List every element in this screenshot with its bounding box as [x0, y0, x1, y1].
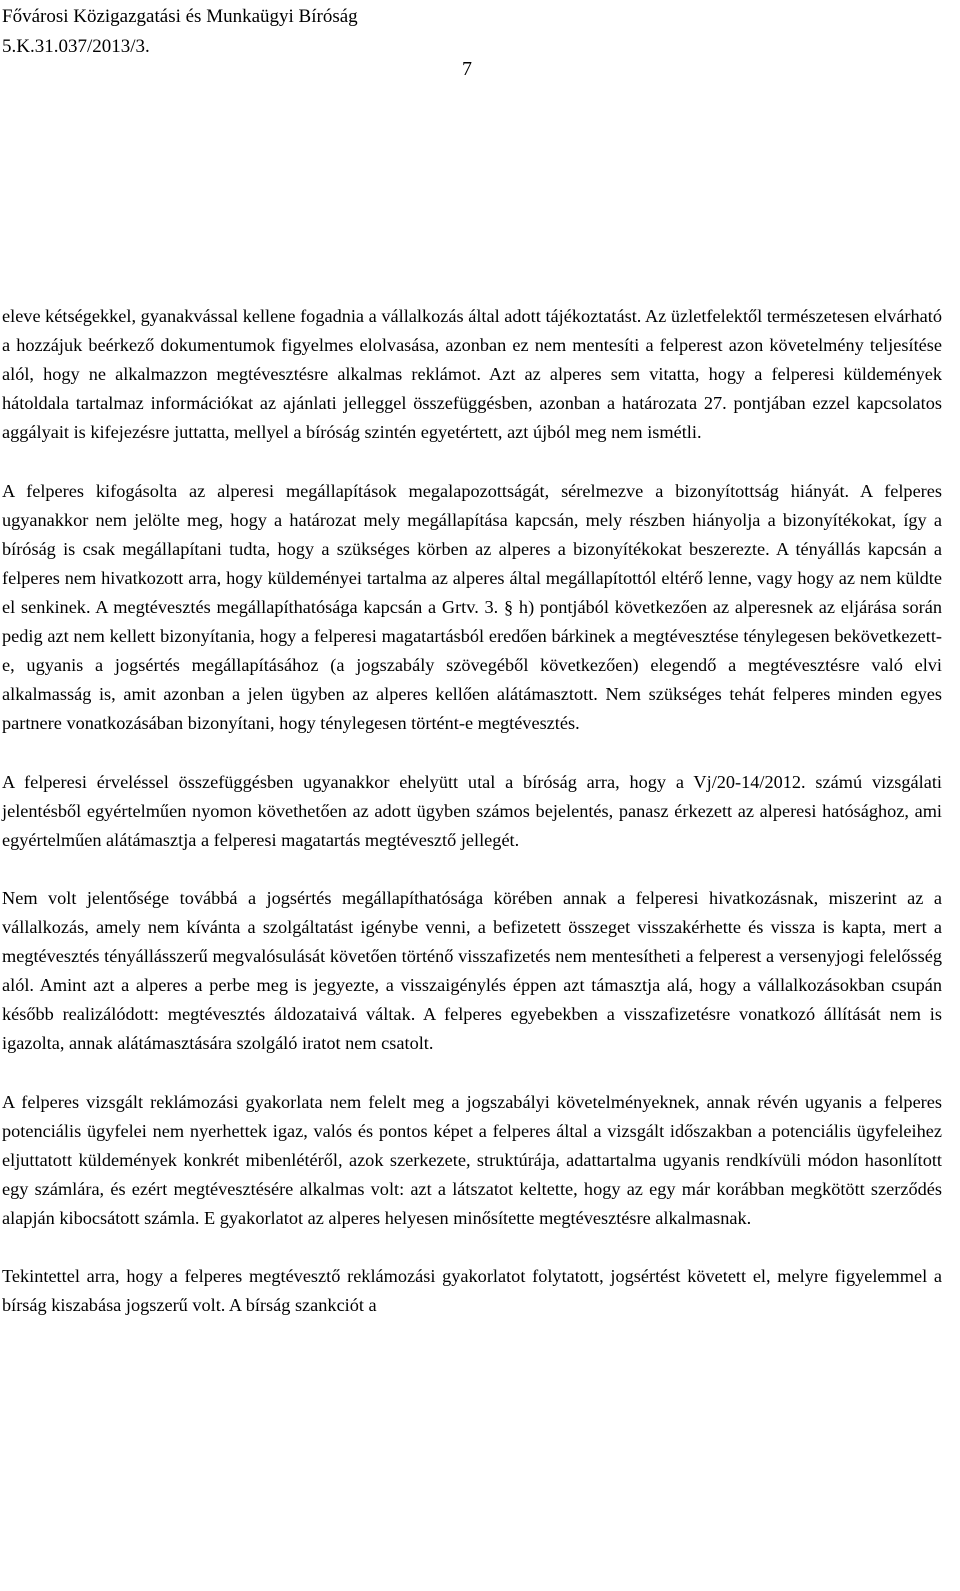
paragraph: Tekintettel arra, hogy a felperes megtévesztő reklámozási gyakorlatot folytatott, jogsértést követett el, melyre figyelemmel a bírság kiszabása jogszerű volt. A bírság szankciót a — [2, 1266, 942, 1316]
court-name: Fővárosi Közigazgatási és Munkaügyi Bíróság — [2, 6, 358, 27]
paragraph: A felperesi érveléssel összefüggésben ugyanakkor ehelyütt utal a bíróság arra, hogy a Vj/20-14/2012. számú vizsgálati jelentésből egyértelműen nyomon követhetően az adott ügyben számos bejelentés, panasz érkezett az alperesi hatósághoz, ami egyértelműen alátámasztja a felperesi magatartás megtévesztő jellegét. — [2, 771, 942, 850]
paragraph: Nem volt jelentősége továbbá a jogsértés megállapíthatósága körében annak a felperesi hivatkozásnak, miszerint az a vállalkozás, amely nem kívánta a szolgáltatást igénybe venni, a befizetett összeget visszakérhette és vissza is kapta, mert a megtévesztés tényállásszerű megvalósulását követően történő visszafizetés nem mentesítheti a felperest a versenyjogi felelősség alól. Amint azt a alperes a perbe meg is jegyezte, a visszaigénylés éppen azt támasztja alá, hogy a vállalkozásokban csupán később realizálódott: megtévesztés áldozataivá váltak. A felperes egyebekben a visszafizetésre vonatkozó állítását nem is igazolta, annak alátámasztására szolgáló iratot nem csatolt. — [2, 887, 942, 1054]
document-body — [2, 302, 942, 1320]
document-header — [2, 2, 358, 62]
paragraph: A felperes kifogásolta az alperesi megállapítások megalapozottságát, sérelmezve a bizonyítottság hiányát. A felperes ugyanakkor nem jelölte meg, hogy a határozat mely megállapítása kapcsán, mely részben hiányolja a bizonyítékokat, így a bíróság is csak megállapítani tudta, hogy a szükséges körben az alperes a bizonyítékokat beszerezte. A tényállás kapcsán a felperes nem hivatkozott arra, hogy küldeményei tartalma az alperes által megállapítottól eltérő lenne, vagy hogy az nem küldte el senkinek. A megtévesztés megállapíthatósága kapcsán a Grtv. 3. § h) pontjából következően az alperesnek az eljárása során pedig azt nem kellett bizonyítania, hogy a felperesi magatartásból eredően bárkinek a megtévesztése ténylegesen bekövetkezett-e, ugyanis a jogsértés megállapításához (a jogszabály szövegéből következően) elegendő a megtévesztésre való elvi alkalmasság is, amit azonban a jelen ügyben az alperes kellően alátámasztott. Nem szükséges tehát felperes minden egyes partnere vonatkozásában bizonyítani, hogy ténylegesen történt-e megtévesztés. — [2, 480, 942, 734]
case-number: 5.K.31.037/2013/3. — [2, 36, 150, 57]
page-number: 7 — [462, 58, 472, 80]
paragraph: A felperes vizsgált reklámozási gyakorlata nem felelt meg a jogszabályi követelményeknek, annak révén ugyanis a felperes potenciális ügyfelei nem nyerhettek igaz, valós és pontos képet a felperes által a vizsgált időszakban a potenciális ügyfeleihez eljuttatott küldemények konkrét mibenlétéről, azok szerkezete, struktúrája, adattartalma ugyanis rendkívüli módon hasonlított egy számlára, és ezért megtévesztésére alkalmas volt: azt a látszatot keltette, hogy az egy már korábban megkötött szerződés alapján kibocsátott számla. E gyakorlatot az alperes helyesen minősítette megtévesztésre alkalmasnak. — [2, 1091, 942, 1228]
paragraph: eleve kétségekkel, gyanakvással kellene fogadnia a vállalkozás által adott tájékoztatást. Az üzletfelektől természetesen elvárható a hozzájuk beérkező dokumentumok figyelmes elolvasása, azonban ez nem mentesíti a felperest azon követelmény teljesítése alól, hogy ne alkalmazzon megtévesztésre alkalmas reklámot. Azt az alperes sem vitatta, hogy a felperesi küldemények hátoldala tartalmaz információkat az ajánlati jelleggel összefüggésben, azonban a határozata 27. pontjában ezzel kapcsolatos aggályait is kifejezésre juttatta, mellyel a bíróság szintén egyetértett, azt újból meg nem ismétli. — [2, 306, 942, 443]
